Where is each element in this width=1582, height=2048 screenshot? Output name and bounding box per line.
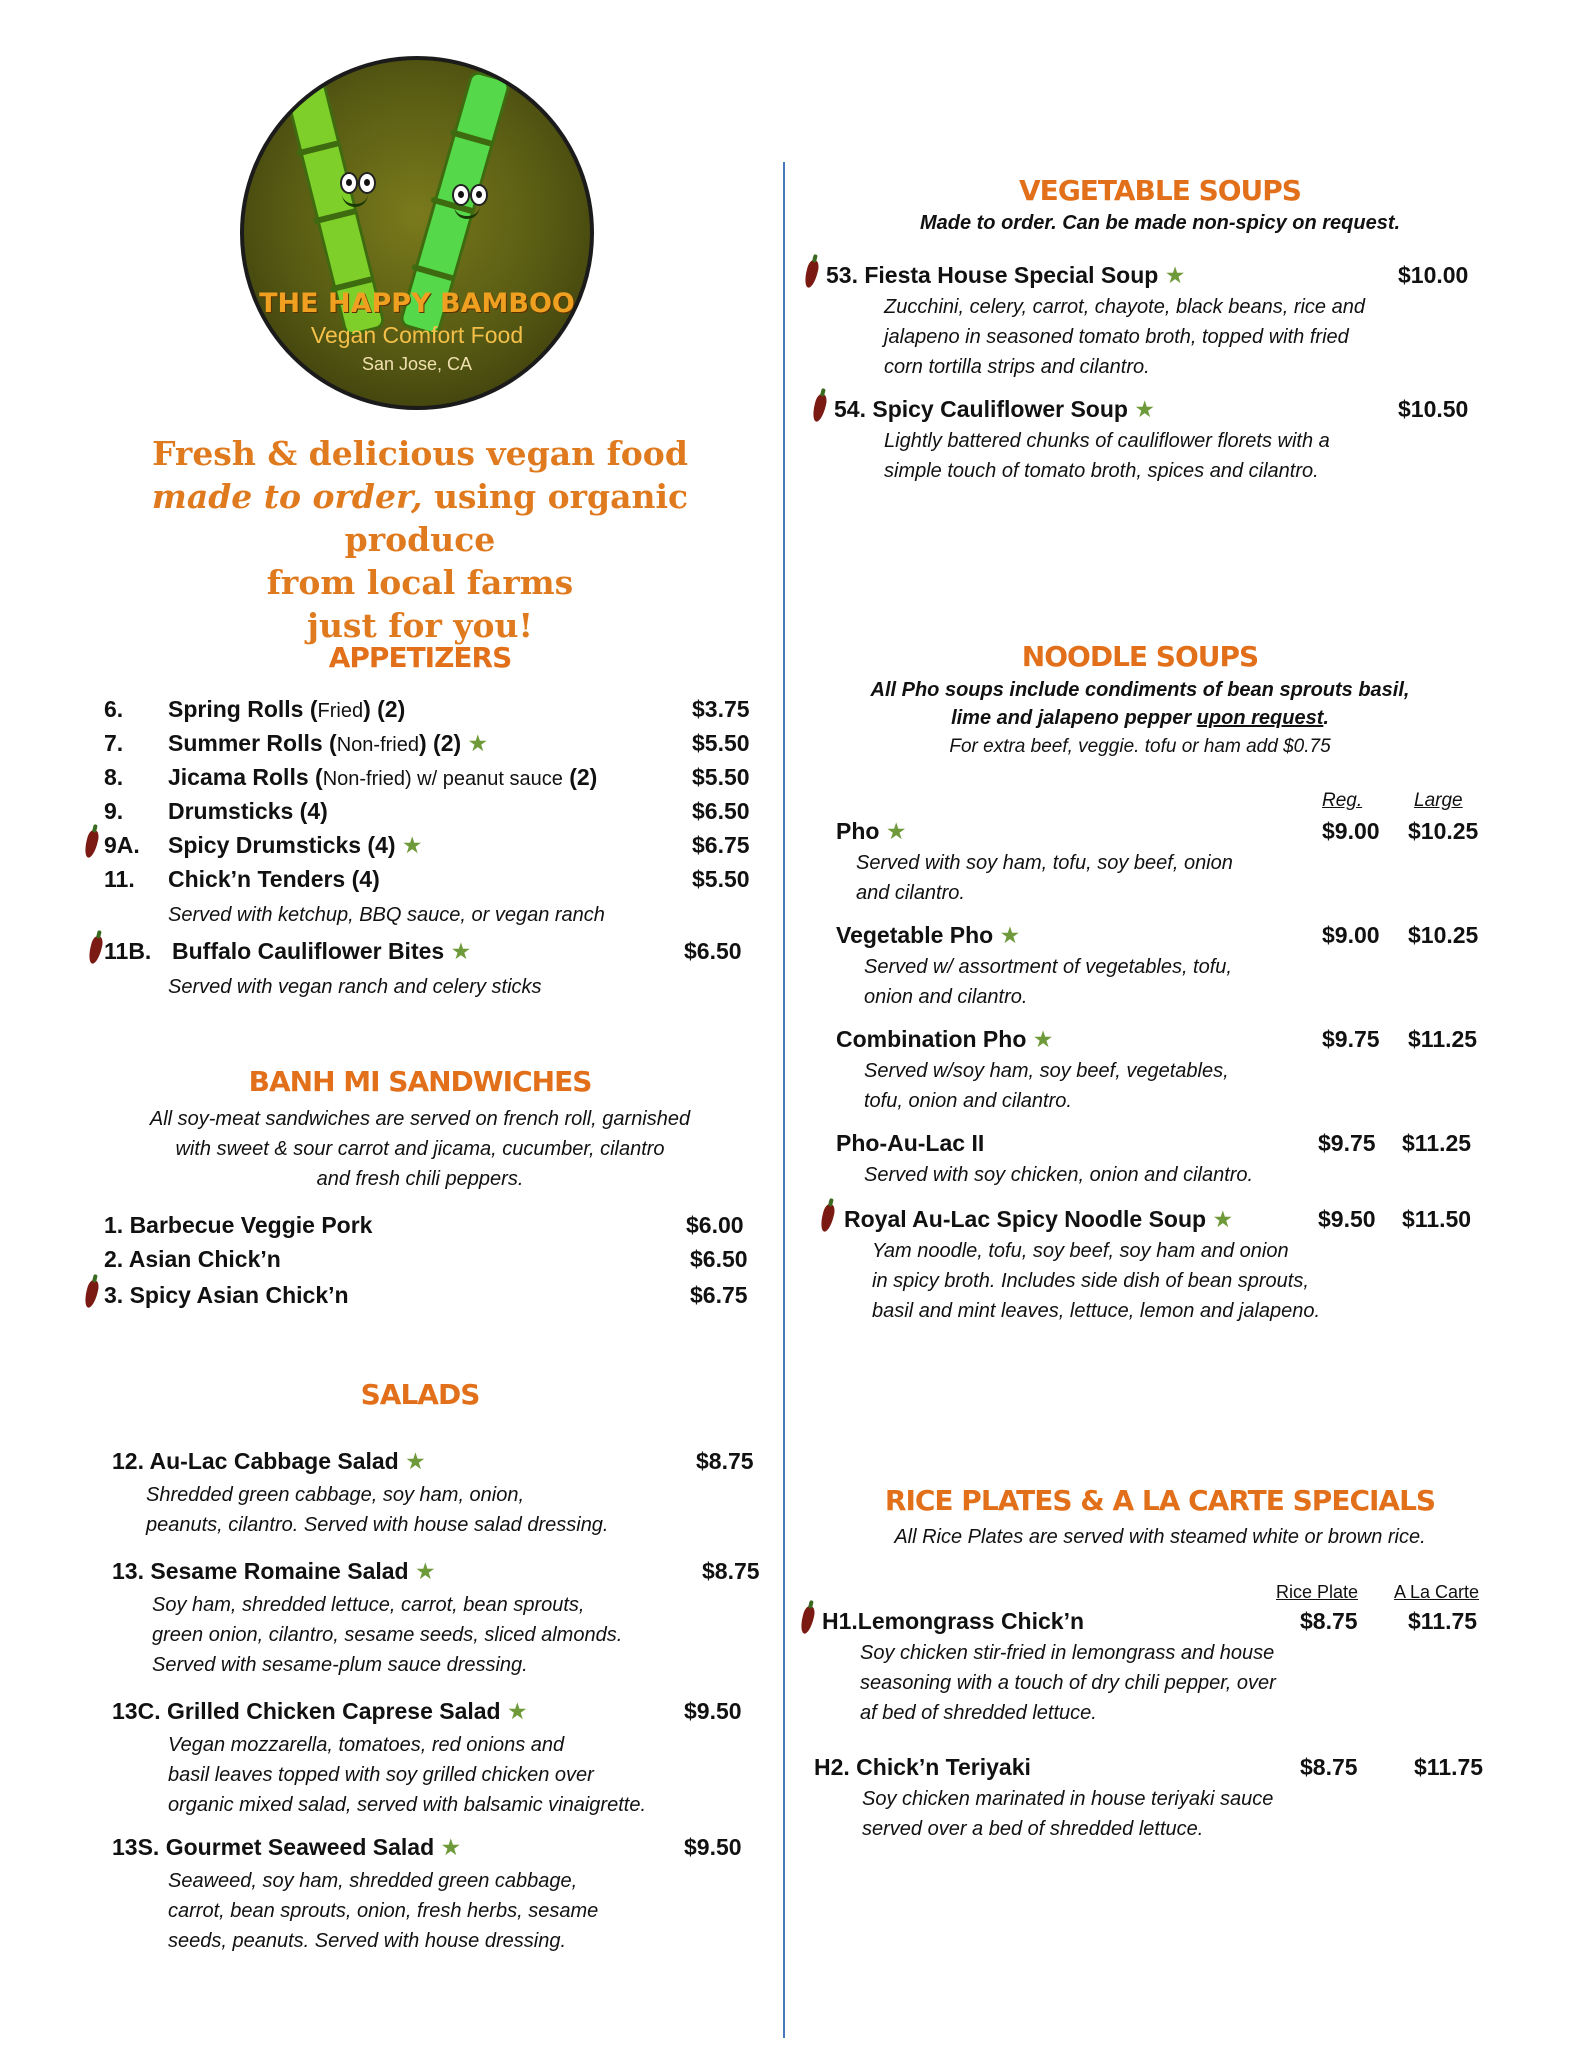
tagline-line-4: just for you!: [307, 606, 533, 645]
chili-pepper-icon: [811, 393, 828, 423]
menu-item-name: Jicama Rolls (Non-fried) w/ peanut sauce (2): [168, 764, 598, 790]
noodle-soups-note: All Pho soups include condiments of bean sprouts basil, lime and jalapeno pepper upon request.: [870, 679, 1410, 729]
chili-pepper-icon: [803, 259, 820, 289]
menu-item-name: Chick’n Tenders (4): [168, 866, 380, 892]
star-icon: ★: [401, 832, 423, 858]
menu-item: 6.: [104, 696, 124, 722]
menu-item-name: 3. Spicy Asian Chick’n: [104, 1282, 349, 1308]
star-icon: ★: [1164, 262, 1186, 288]
appetizers-title: APPETIZERS: [328, 641, 512, 674]
star-icon: ★: [885, 818, 907, 844]
menu-item-description: Served with vegan ranch and celery sticks: [168, 976, 542, 998]
star-icon: ★: [1212, 1206, 1234, 1232]
chili-pepper-icon: [83, 1279, 100, 1309]
star-icon: ★: [507, 1698, 528, 1724]
menu-item: 11.: [104, 866, 135, 892]
menu-item-price-large: $11.25: [1408, 1026, 1478, 1052]
banh-mi-title: BANH MI SANDWICHES: [248, 1065, 592, 1098]
menu-item-price: $5.50: [692, 764, 750, 790]
menu-item-description: Zucchini, celery, carrot, chayote, black beans, rice and jalapeno in seasoned tomato broth, topped with fried corn tortilla strips and cilantro.: [884, 296, 1365, 378]
tagline-line-1: Fresh & delicious vegan food: [152, 434, 688, 473]
menu-item-name: Pho-Au-Lac II: [836, 1130, 985, 1156]
menu-item: 7.: [104, 730, 124, 756]
menu-item-description: Shredded green cabbage, soy ham, onion, peanuts, cilantro. Served with house salad dressing.: [146, 1484, 609, 1536]
menu-item-price: $9.50: [684, 1834, 742, 1860]
menu-item-description: Soy ham, shredded lettuce, carrot, bean sprouts, green onion, cilantro, sesame seeds, sliced almonds. Served with sesame-plum sauce dressing.: [152, 1594, 623, 1676]
menu-item-description: Served with soy chicken, onion and cilantro.: [864, 1164, 1254, 1186]
salads-title: SALADS: [360, 1378, 480, 1411]
chili-pepper-icon: [83, 829, 100, 859]
menu-item-price-rice-plate: $8.75: [1300, 1608, 1358, 1634]
tagline-line-2: made to order, using organic produce: [151, 477, 689, 559]
menu-item-price: $6.50: [684, 938, 742, 964]
menu-item-description: Soy chicken marinated in house teriyaki sauce served over a bed of shredded lettuce.: [862, 1788, 1274, 1840]
menu-item: 11B.: [104, 938, 152, 964]
tagline: [80, 432, 760, 647]
noodle-soups-title: NOODLE SOUPS: [1021, 640, 1259, 673]
menu-item-price-reg: $9.75: [1322, 1026, 1380, 1052]
menu-item-price-reg: $9.00: [1322, 818, 1380, 844]
tagline-line-3: from local farms: [266, 563, 574, 602]
menu-item-name: H1.Lemongrass Chick’n: [822, 1608, 1085, 1634]
star-icon: ★: [450, 938, 472, 964]
menu-item-name: Pho ★: [836, 818, 907, 844]
menu-item-price-rice-plate: $8.75: [1300, 1754, 1358, 1780]
menu-item-name: Drumsticks (4): [168, 798, 328, 824]
menu-item-price: $10.50: [1398, 396, 1469, 422]
menu-item-name: 54. Spicy Cauliflower Soup ★: [834, 396, 1155, 422]
menu-item-description: Served w/soy ham, soy beef, vegetables, tofu, onion and cilantro.: [864, 1060, 1229, 1112]
vegetable-soups-note: Made to order. Can be made non-spicy on request.: [919, 212, 1401, 234]
logo-location: San Jose, CA: [361, 354, 473, 374]
menu-item-price-reg: $9.75: [1318, 1130, 1376, 1156]
column-header-reg: Reg.: [1322, 790, 1363, 811]
menu-item-price: $6.00: [686, 1212, 744, 1238]
menu-item-price: $5.50: [692, 730, 750, 756]
menu-item-name: 13. Sesame Romaine Salad ★: [112, 1558, 436, 1584]
logo-subtitle: Vegan Comfort Food: [310, 322, 524, 348]
column-header-a-la-carte: A La Carte: [1394, 1582, 1480, 1602]
menu-item-description: Served with soy ham, tofu, soy beef, onion and cilantro.: [856, 852, 1233, 904]
chili-pepper-icon: [819, 1203, 836, 1233]
star-icon: ★: [999, 922, 1021, 948]
menu-item-price: $6.75: [690, 1282, 748, 1308]
menu-item-price: $10.00: [1398, 262, 1469, 288]
menu-item-name: 2. Asian Chick’n: [104, 1246, 281, 1272]
menu-item-description: Lightly battered chunks of cauliflower florets with a simple touch of tomato broth, spices and cilantro.: [884, 430, 1330, 482]
column-header-large: Large: [1414, 790, 1463, 811]
column-divider: [783, 162, 785, 2038]
menu-item-name: Spicy Drumsticks (4) ★: [168, 832, 423, 858]
chili-pepper-icon: [799, 1605, 816, 1635]
rice-plates-title: RICE PLATES & A LA CARTE SPECIALS: [884, 1484, 1436, 1517]
menu-item-name: 13C. Grilled Chicken Caprese Salad ★: [112, 1698, 528, 1724]
star-icon: ★: [440, 1834, 462, 1860]
menu-item-price-reg: $9.50: [1318, 1206, 1376, 1232]
menu-item-price-a-la-carte: $11.75: [1408, 1608, 1478, 1634]
menu-item-name: 53. Fiesta House Special Soup ★: [826, 262, 1186, 288]
restaurant-logo: [240, 56, 594, 410]
menu-item-name: Vegetable Pho ★: [836, 922, 1021, 948]
menu-item-name: Summer Rolls (Non-fried) (2) ★: [168, 730, 489, 756]
menu-item-description: Soy chicken stir-fried in lemongrass and house seasoning with a touch of dry chili pepper, over af bed of shredded lettuce.: [860, 1642, 1276, 1724]
menu-item-price-a-la-carte: $11.75: [1414, 1754, 1484, 1780]
menu-item-description: Seaweed, soy ham, shredded green cabbage, carrot, bean sprouts, onion, fresh herbs, sesame seeds, peanuts. Served with house dressing.: [168, 1870, 599, 1952]
menu-item-price: $5.50: [692, 866, 750, 892]
menu-item-description: Vegan mozzarella, tomatoes, red onions and basil leaves topped with soy grilled chicken over organic mixed salad, served with balsamic vinaigrette.: [168, 1734, 646, 1816]
menu-item-description: Yam noodle, tofu, soy beef, soy ham and onion in spicy broth. Includes side dish of bean sprouts, basil and mint leaves, lettuce, lemon and jalapeno.: [872, 1240, 1321, 1322]
star-icon: ★: [415, 1558, 436, 1584]
menu-item: 9.: [104, 798, 124, 824]
star-icon: ★: [405, 1448, 426, 1474]
star-icon: ★: [1032, 1026, 1054, 1052]
star-icon: ★: [467, 730, 489, 756]
menu-item-name: Spring Rolls (Fried) (2): [168, 696, 406, 722]
menu-item-name: Buffalo Cauliflower Bites ★: [172, 938, 472, 964]
noodle-soups-extra-note: For extra beef, veggie. tofu or ham add $0.75: [949, 736, 1331, 757]
menu-item-price: $3.75: [692, 696, 750, 722]
menu-item: 9A.: [104, 832, 140, 858]
menu-item-name: 13S. Gourmet Seaweed Salad ★: [112, 1834, 462, 1860]
menu-item-price: $6.50: [692, 798, 750, 824]
menu-item-price-large: $11.25: [1402, 1130, 1472, 1156]
logo-title: THE HAPPY BAMBOO: [259, 288, 575, 319]
menu-item-price-large: $10.25: [1408, 818, 1479, 844]
menu-item-name: Combination Pho ★: [836, 1026, 1054, 1052]
menu-item-price: $8.75: [696, 1448, 754, 1474]
menu-item-price-reg: $9.00: [1322, 922, 1380, 948]
menu-item-name: Royal Au-Lac Spicy Noodle Soup ★: [844, 1206, 1234, 1232]
vegetable-soups-title: VEGETABLE SOUPS: [1019, 174, 1301, 207]
chili-pepper-icon: [87, 935, 104, 965]
menu-item-price-large: $10.25: [1408, 922, 1479, 948]
column-header-rice-plate: Rice Plate: [1276, 1582, 1359, 1602]
menu-item-price: $9.50: [684, 1698, 742, 1724]
star-icon: ★: [1134, 396, 1155, 422]
menu-item-price: $6.50: [690, 1246, 748, 1272]
menu-item-price: $6.75: [692, 832, 750, 858]
rice-plates-note: All Rice Plates are served with steamed white or brown rice.: [894, 1526, 1426, 1548]
menu-item-name: 12. Au-Lac Cabbage Salad ★: [112, 1448, 426, 1474]
menu-item-description: Served with ketchup, BBQ sauce, or vegan ranch: [168, 904, 605, 926]
banh-mi-note: All soy-meat sandwiches are served on french roll, garnished with sweet & sour carrot and jicama, cucumber, cilantro and fresh chili peppers.: [149, 1108, 691, 1190]
menu-item-price-large: $11.50: [1402, 1206, 1472, 1232]
menu-item-description: Served w/ assortment of vegetables, tofu, onion and cilantro.: [864, 956, 1232, 1008]
menu-item-price: $8.75: [702, 1558, 760, 1584]
menu-item-name: 1. Barbecue Veggie Pork: [104, 1212, 373, 1238]
menu-item-name: H2. Chick’n Teriyaki: [814, 1754, 1031, 1780]
menu-item: 8.: [104, 764, 124, 790]
